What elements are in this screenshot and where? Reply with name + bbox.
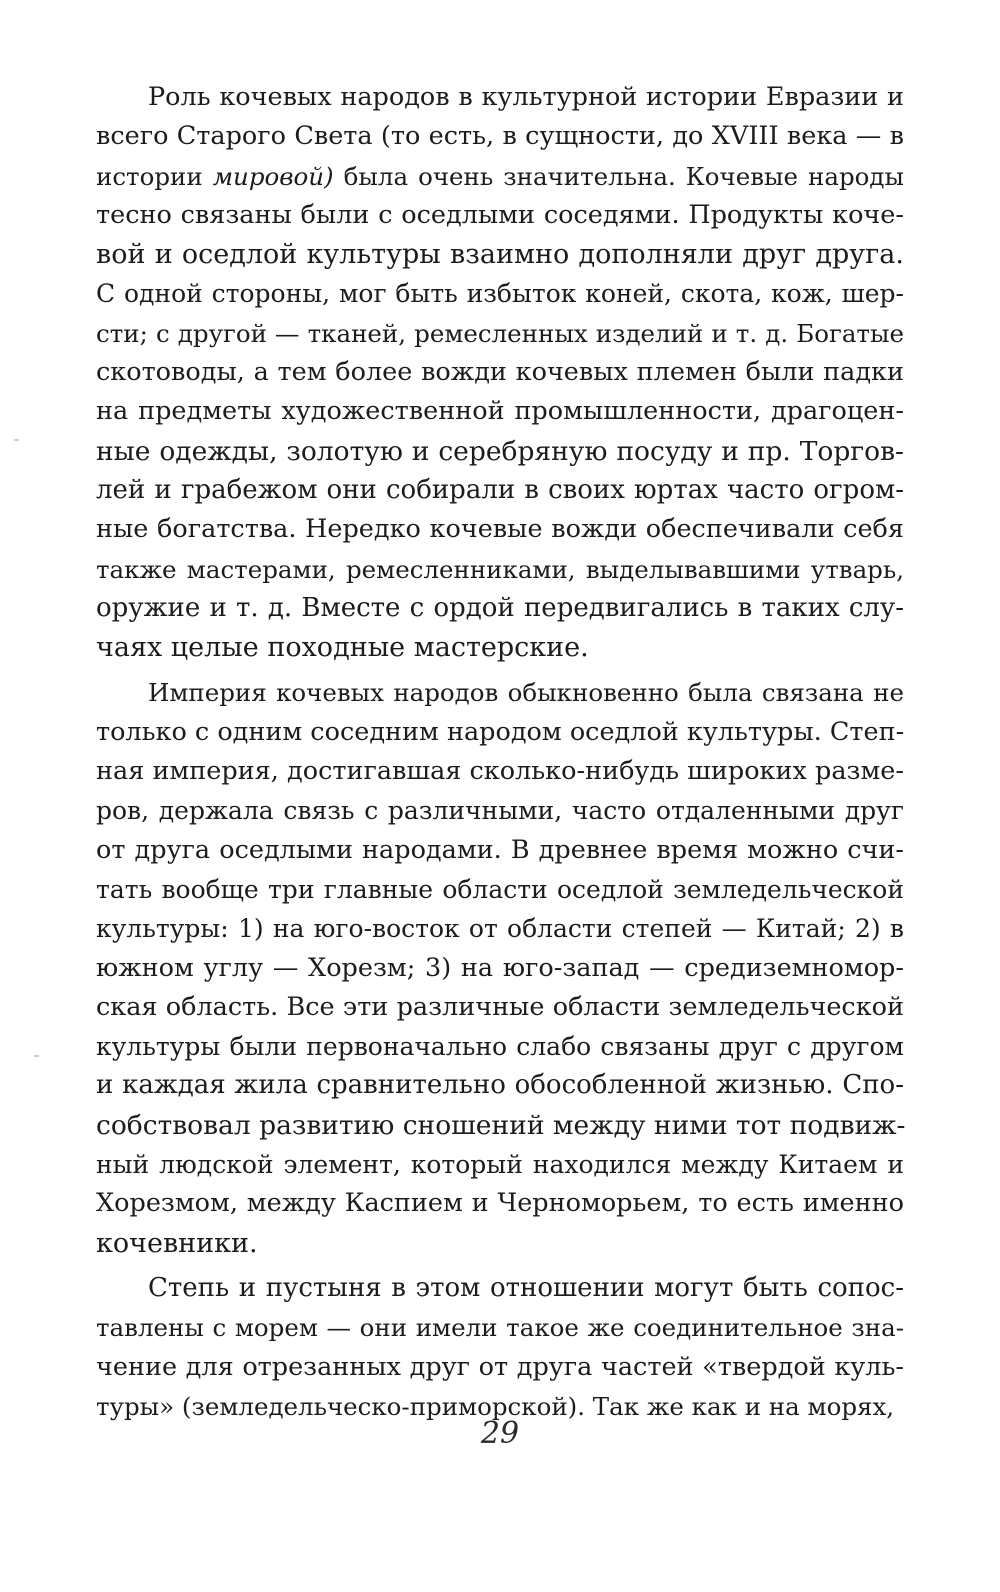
paragraph <box>96 78 904 667</box>
text-line: скотоводы, а тем более вожди кочевых племен были падки <box>96 357 904 388</box>
text-line: собствовал развитию сношений между ними тот подвиж- <box>96 1109 906 1141</box>
body-text <box>96 78 904 1426</box>
text-line: ров, держала связь с различными, часто отдаленными друг <box>96 796 904 826</box>
text-line: тавлены с морем — они имели такое же соединительное зна- <box>96 1313 904 1343</box>
text-line: вой и оседлой культуры взаимно дополняли друг друга. <box>96 239 904 271</box>
text-segment: истории <box>96 161 213 191</box>
text-line: оружие и т. д. Вместе с ордой передвигались в таких слу- <box>96 592 904 623</box>
text-line: тать вообще три главные области оседлой земледельческой <box>96 874 904 904</box>
text-line: кочевники. <box>96 1227 258 1259</box>
text-line: южном углу — Хорезм; 3) на юго-запад — средиземномор- <box>96 952 904 983</box>
text-line: также мастерами, ремесленниками, выделывавшими утварь, <box>96 554 904 584</box>
text-line: С одной стороны, мог быть избыток коней, скота, кож, шер- <box>96 279 904 309</box>
text-line: культуры: 1) на юго-восток от области степей — Китай; 2) в <box>96 914 904 944</box>
text-line: всего Старого Света (то есть, в сущности, до XVIII века — в <box>96 121 904 152</box>
text-line: сти; с другой — тканей, ремесленных изделий и т. д. Богатые <box>96 318 904 348</box>
page-number: 29 <box>480 1416 520 1451</box>
text-line <box>96 157 904 196</box>
text-line: и каждая жила сравнительно обособленной жизнью. Спо- <box>96 1070 904 1101</box>
paragraph <box>96 673 904 1262</box>
text-line: Империя кочевых народов обыкновенно была связана не <box>148 678 904 708</box>
text-line: чаях целые походные мастерские. <box>96 632 589 664</box>
text-line: лей и грабежом они собирали в своих юртах часто огром- <box>96 474 904 505</box>
text-line: ный людской элемент, который находился между Китаем и <box>96 1150 904 1180</box>
text-line: Хорезмом, между Каспием и Черноморьем, то есть именно <box>96 1188 904 1219</box>
text-line: тесно связаны были с оседлыми соседями. Продукты коче- <box>96 199 904 230</box>
text-line: только с одним соседним народом оседлой культуры. Степ- <box>96 716 905 747</box>
text-line: Роль кочевых народов в культурной истории Евразии и <box>148 82 904 112</box>
text-line: ная империя, достигавшая сколько-нибудь широких разме- <box>96 756 904 787</box>
scan-speck <box>14 439 19 441</box>
text-line: ные одежды, золотую и серебряную посуду и пр. Торгов- <box>96 435 904 467</box>
text-line: чение для отрезанных друг от друга частей «твердой куль- <box>96 1351 904 1382</box>
italic-emphasis: мировой) <box>212 161 334 191</box>
text-line: ные богатства. Нередко кочевые вожди обеспечивали себя <box>96 514 904 545</box>
text-line: культуры были первоначально слабо связаны друг с другом <box>96 1032 904 1062</box>
text-line: ская область. Все эти различные области земледельческой <box>96 991 904 1022</box>
scan-speck <box>34 1055 39 1057</box>
paragraph <box>96 1269 904 1426</box>
text-segment: была очень значительна. Кочевые народы <box>333 161 904 191</box>
text-line: на предметы художественной промышленности, драгоцен- <box>96 396 904 427</box>
text-line: от друга оседлыми народами. В древнее время можно счи- <box>96 834 904 865</box>
text-line: туры» (земледельческо-приморской). Так же как и на морях, <box>96 1391 895 1421</box>
text-line: Степь и пустыня в этом отношении могут быть сопос- <box>148 1272 904 1303</box>
